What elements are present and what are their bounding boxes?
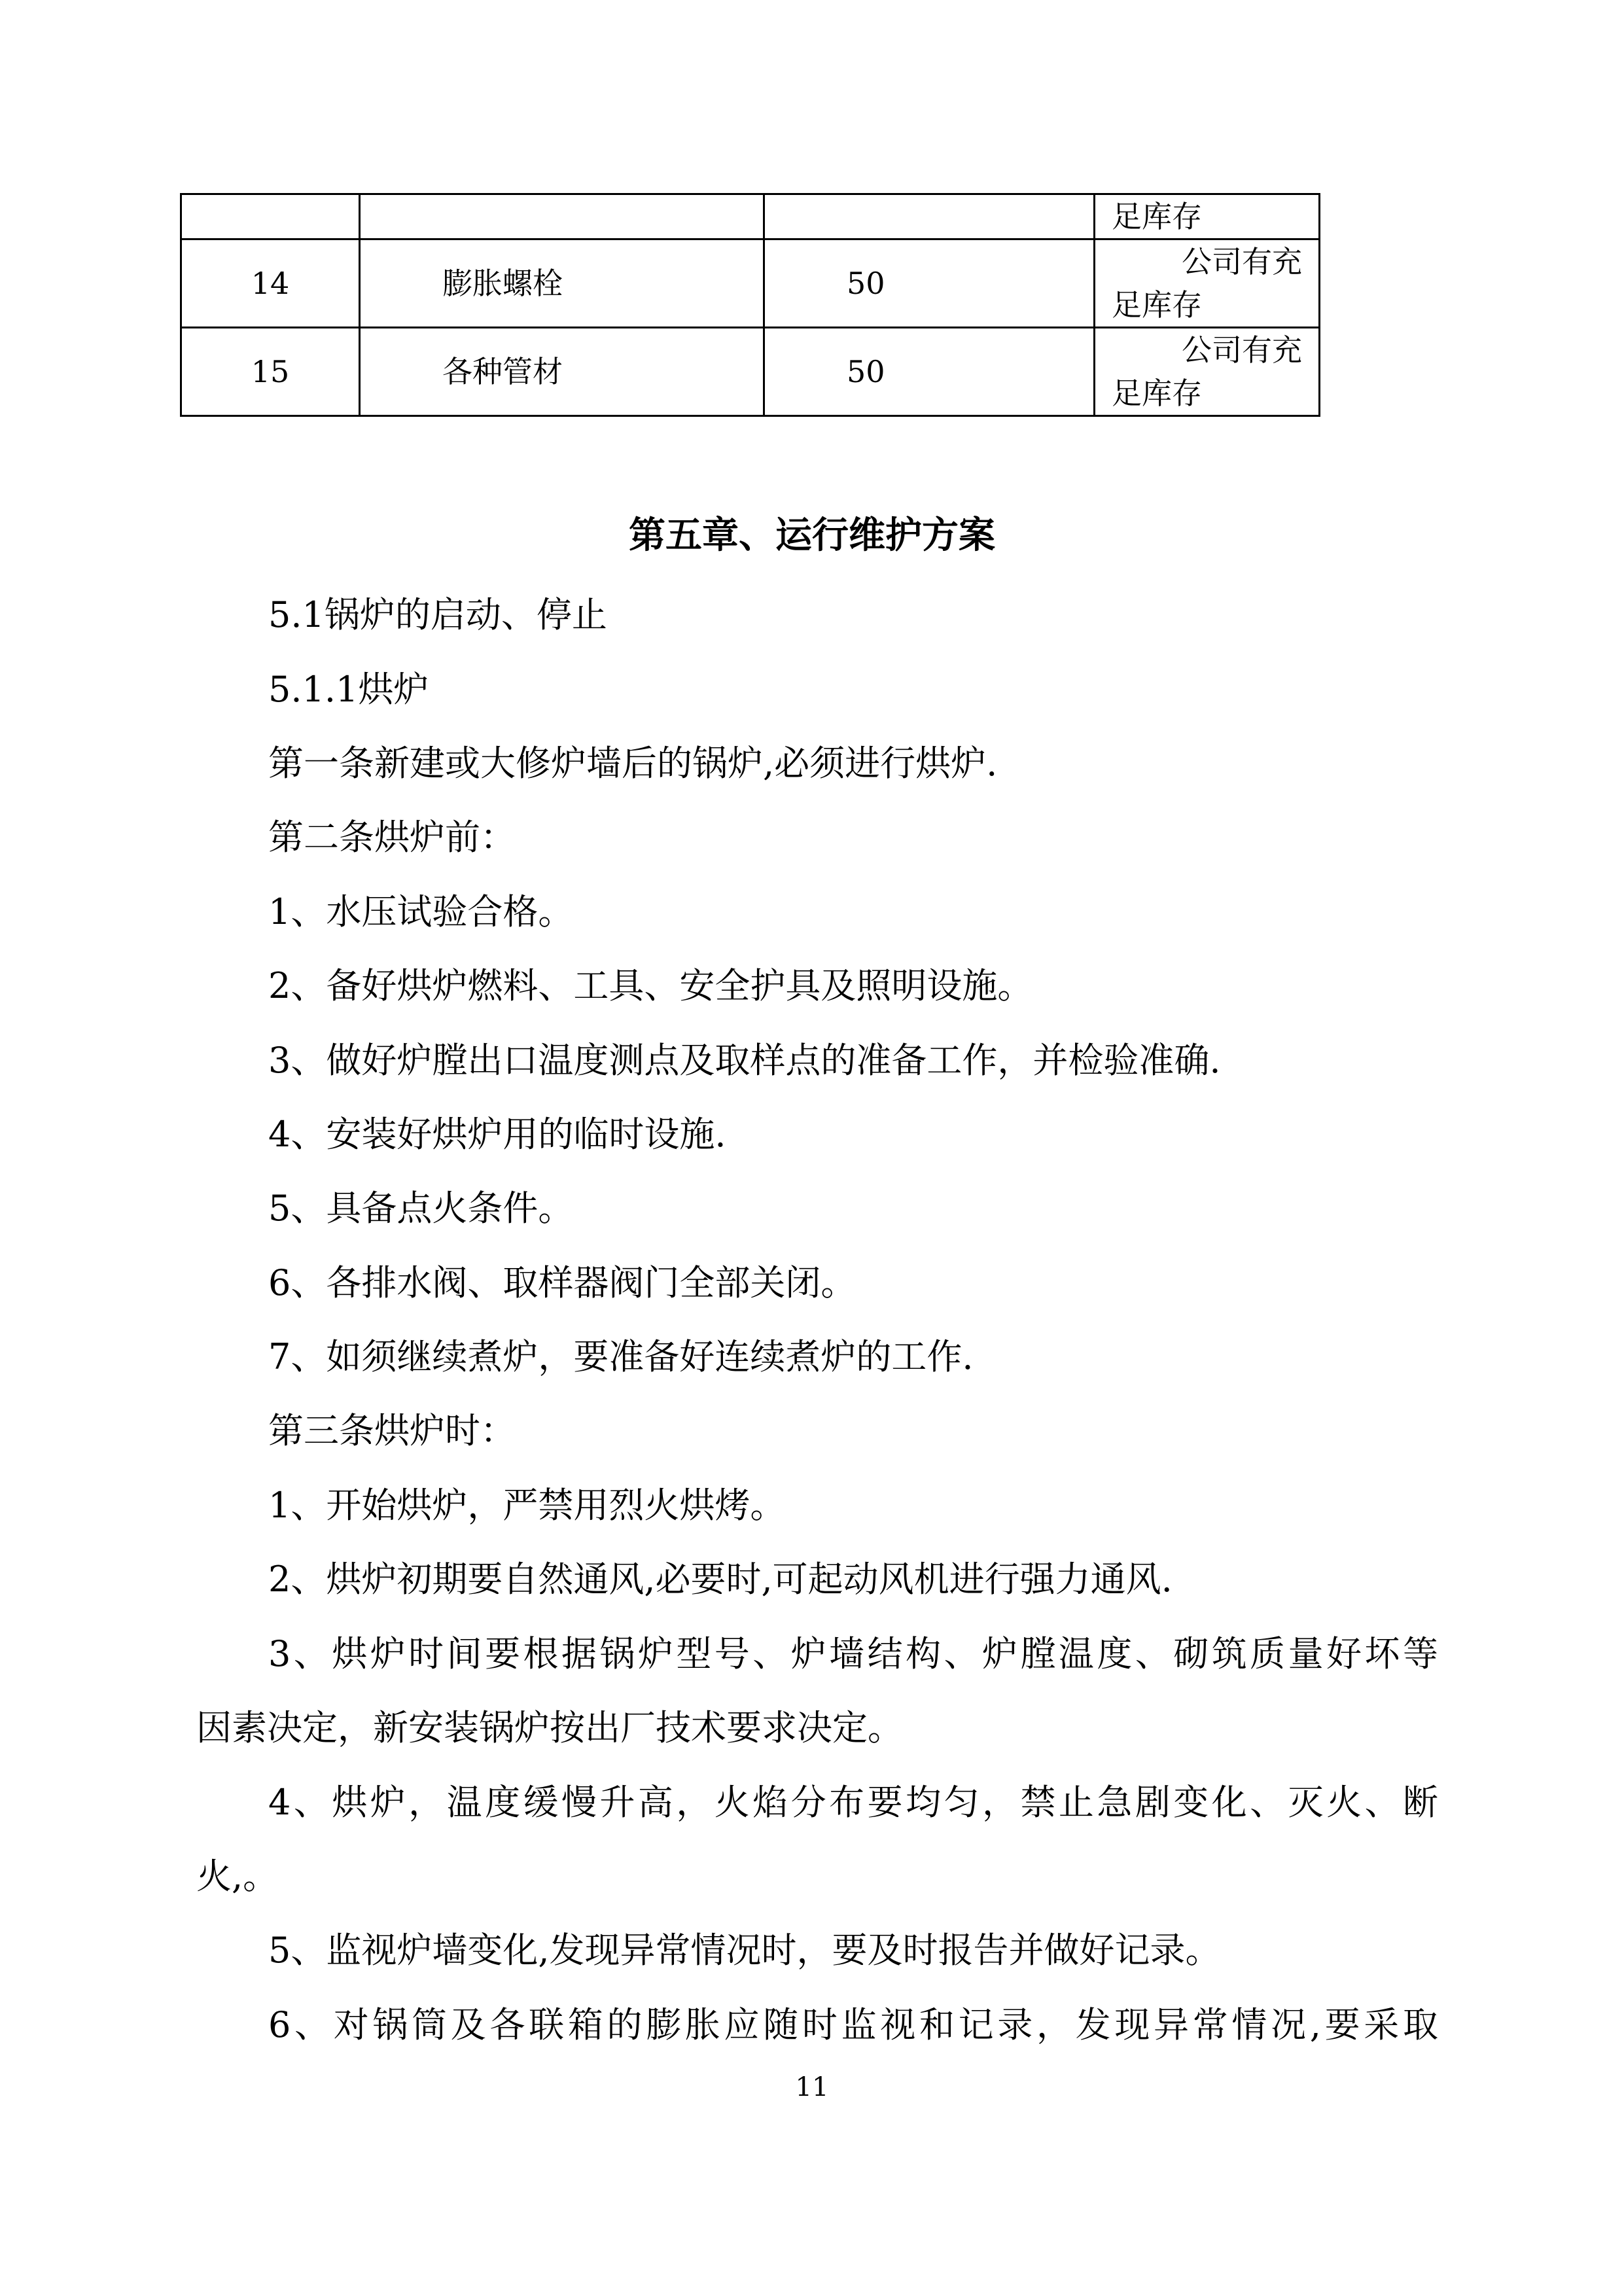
note-line2: 足库存 xyxy=(1112,376,1202,411)
note-line2: 足库存 xyxy=(1112,199,1202,234)
chapter-title: 第五章、运行维护方案 xyxy=(629,514,995,557)
list-item: 2、烘炉初期要自然通风,必要时,可起动风机进行强力通风. xyxy=(268,1559,1173,1600)
list-item: 6、各排水阀、取样器阀门全部关闭。 xyxy=(268,1262,856,1303)
table-cell-qty xyxy=(764,194,1095,239)
table-cell-qty: 50 xyxy=(764,239,1095,328)
paragraph: 第一条新建或大修炉墙后的锅炉,必须进行烘炉. xyxy=(268,743,998,784)
list-item-continuation: 因素决定，新安装锅炉按出厂技术要求决定。 xyxy=(196,1707,903,1748)
note-line1: 公司有充 xyxy=(1182,332,1302,368)
list-item: 3、烘炉时间要根据锅炉型号、炉墙结构、炉膛温度、砌筑质量好坏等 xyxy=(268,1633,1438,1674)
note-line2: 足库存 xyxy=(1112,287,1202,323)
list-item-continuation: 火,。 xyxy=(196,1856,279,1897)
table-cell-note xyxy=(1095,194,1320,239)
table-row xyxy=(181,239,1320,328)
list-item: 4、烘炉，温度缓慢升高，火焰分布要均匀，禁止急剧变化、灭火、断 xyxy=(268,1782,1438,1823)
list-item: 5、具备点火条件。 xyxy=(268,1188,574,1229)
table-cell-name: 膨胀螺栓 xyxy=(360,239,764,328)
list-item: 2、备好烘炉燃料、工具、安全护具及照明设施。 xyxy=(268,965,1033,1006)
page-number: 11 xyxy=(795,2072,829,2102)
table-cell-name xyxy=(360,194,764,239)
table-cell-note xyxy=(1095,239,1320,328)
table-cell-no: 15 xyxy=(181,328,360,416)
table-row xyxy=(181,194,1320,239)
list-item: 3、做好炉膛出口温度测点及取样点的准备工作，并检验准确. xyxy=(268,1040,1221,1081)
note-line1: 公司有充 xyxy=(1182,244,1302,279)
table-row xyxy=(181,328,1320,416)
table-cell-no: 14 xyxy=(181,239,360,328)
subsection-heading: 5.1.1烘炉 xyxy=(268,669,429,710)
clause-heading: 第三条烘炉时： xyxy=(268,1410,516,1451)
table-cell-name: 各种管材 xyxy=(360,328,764,416)
table-cell-qty: 50 xyxy=(764,328,1095,416)
list-item: 7、如须继续煮炉，要准备好连续煮炉的工作. xyxy=(268,1336,974,1377)
table-cell-note xyxy=(1095,328,1320,416)
table-cell-no xyxy=(181,194,360,239)
list-item: 5、监视炉墙变化,发现异常情况时，要及时报告并做好记录。 xyxy=(268,1930,1221,1971)
section-heading: 5.1锅炉的启动、停止 xyxy=(268,594,607,635)
list-item: 4、安装好烘炉用的临时设施. xyxy=(268,1114,726,1155)
materials-table xyxy=(180,193,1320,417)
clause-heading: 第二条烘炉前： xyxy=(268,817,516,858)
list-item: 1、开始烘炉，严禁用烈火烘烤。 xyxy=(268,1485,786,1526)
list-item: 6、对锅筒及各联箱的膨胀应随时监视和记录，发现异常情况,要采取 xyxy=(268,2004,1438,2045)
list-item: 1、水压试验合格。 xyxy=(268,891,574,932)
